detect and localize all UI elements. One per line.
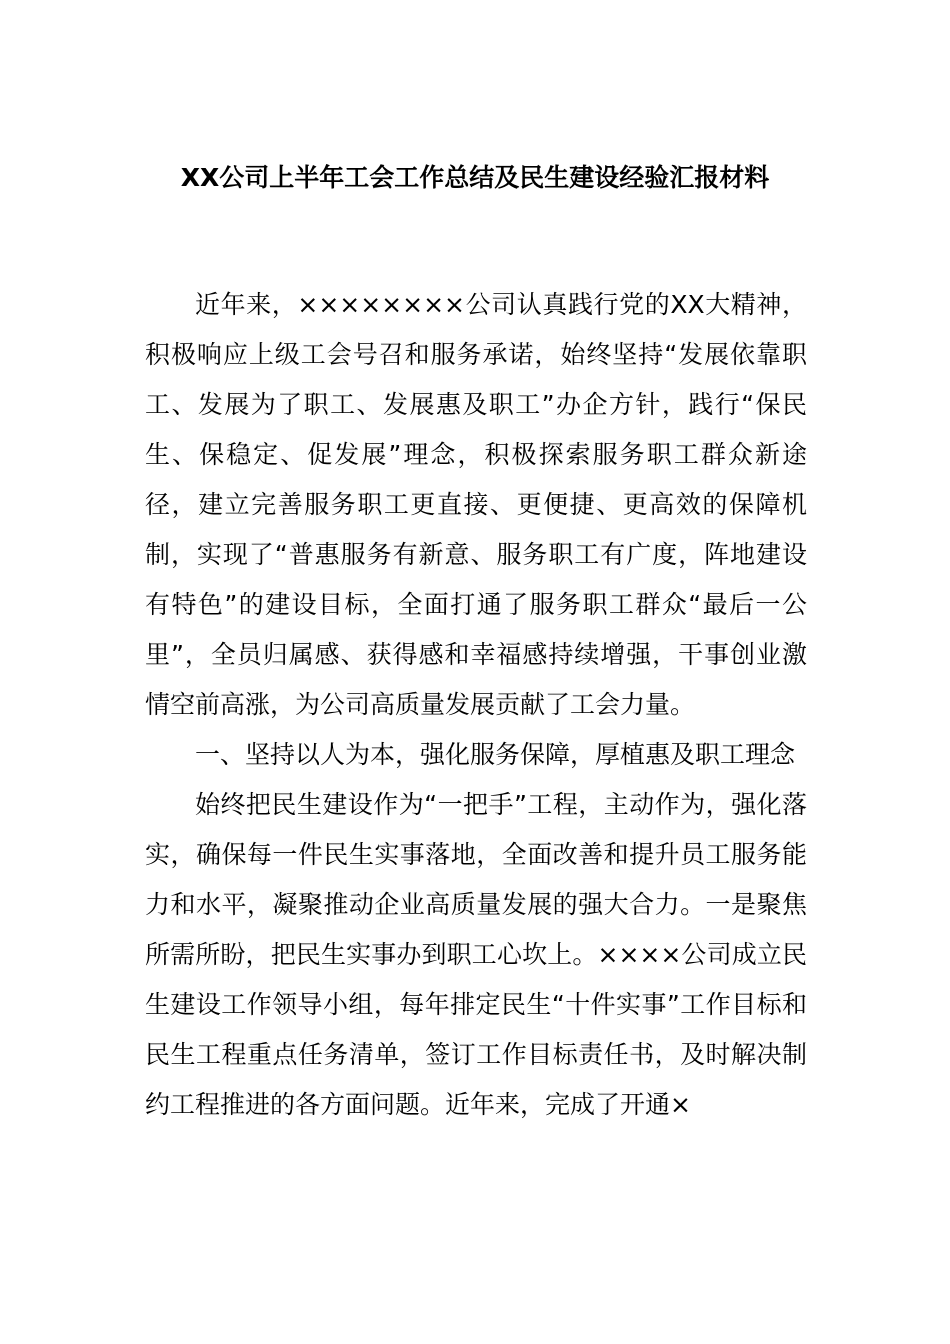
document-body <box>145 280 807 1130</box>
paragraph-intro: 近年来，××××××××公司认真践行党的XX大精神，积极响应上级工会号召和服务承诺，始终坚持“发展依靠职工、发展为了职工、发展惠及职工”办企方针，践行“保民生、保稳定、促发展”理念，积极探索服务职工群众新途径，建立完善服务职工更直接、更便捷、更高效的保障机制，实现了“普惠服务有新意、服务职工有广度，阵地建设有特色”的建设目标，全面打通了服务职工群众“最后一公里”，全员归属感、获得感和幸福感持续增强，干事创业激情空前高涨，为公司高质量发展贡献了工会力量。 <box>145 290 807 719</box>
document-title: XX公司上半年工会工作总结及民生建设经验汇报材料 <box>180 163 770 192</box>
paragraph-section-1: 始终把民生建设作为“一把手”工程，主动作为，强化落实，确保每一件民生实事落地，全面改善和提升员工服务能力和水平，凝聚推动企业高质量发展的强大合力。一是聚焦所需所盼，把民生实事办到职工心坎上。××××公司成立民生建设工作领导小组，每年排定民生“十件实事”工作目标和民生工程重点任务清单，签订工作目标责任书，及时解决制约工程推进的各方面问题。近年来，完成了开通× <box>145 790 807 1119</box>
section-heading-1: 一、坚持以人为本，强化服务保障，厚植惠及职工理念 <box>195 740 796 769</box>
